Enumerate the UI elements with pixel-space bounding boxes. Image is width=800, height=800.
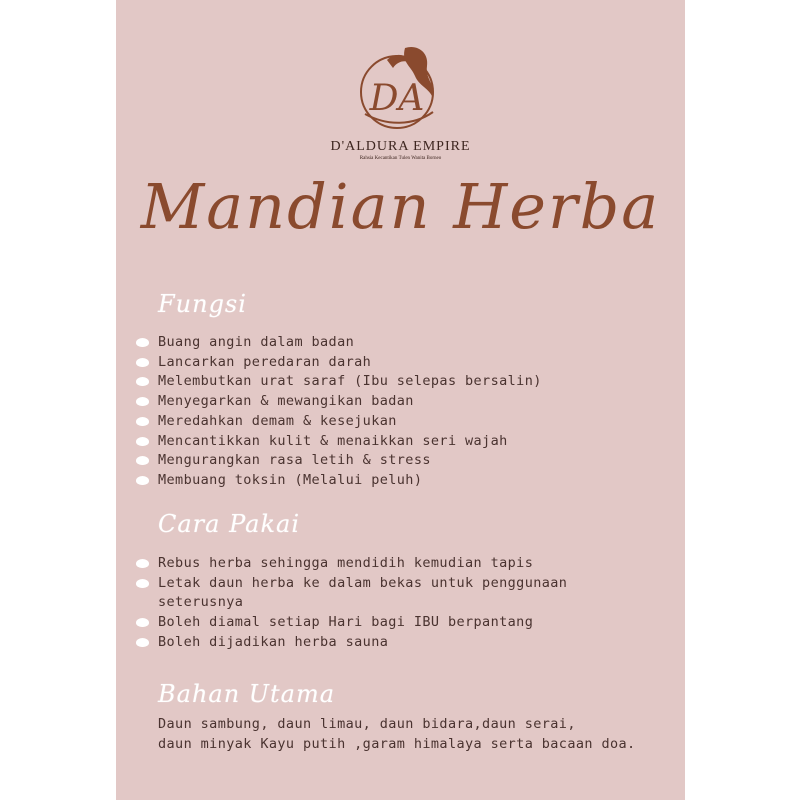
- list-item-text: Buang angin dalam badan: [158, 334, 355, 350]
- list-item-text: Menyegarkan & mewangikan badan: [158, 393, 414, 410]
- list-item: [132, 392, 672, 412]
- bullet-icon: [136, 417, 149, 426]
- section-heading-bahan-utama: Bahan Utama: [158, 680, 336, 708]
- fungsi-list: [132, 333, 672, 491]
- list-item-text: Boleh dijadikan herba sauna: [158, 633, 389, 650]
- poster-card: [116, 0, 685, 800]
- bullet-icon: [136, 579, 149, 588]
- list-item: [132, 353, 672, 373]
- bahan-utama-line-1: Daun sambung, daun limau, daun bidara,daun serai,: [158, 716, 576, 732]
- brand-tagline: Rahsia Kecantikan Tulen Wanita Borneo: [359, 156, 442, 161]
- list-item: [132, 451, 672, 471]
- list-item: [132, 613, 632, 633]
- list-item-text: Letak daun herba ke dalam bekas untuk penggunaan seterusnya: [158, 574, 568, 611]
- brand-logo: [357, 40, 443, 134]
- list-item-text: Lancarkan peredaran darah: [158, 353, 372, 370]
- bullet-icon: [136, 618, 149, 627]
- bullet-icon: [136, 559, 149, 568]
- bahan-utama-text: [158, 714, 678, 754]
- bahan-utama-line-2: daun minyak Kayu putih ,garam himalaya serta bacaan doa.: [158, 736, 636, 752]
- bullet-icon: [136, 358, 149, 367]
- list-item: [132, 471, 672, 491]
- list-item-text: Meredahkan demam & kesejukan: [158, 412, 397, 429]
- list-item: [132, 372, 672, 392]
- list-item-text: Mengurangkan rasa letih & stress: [158, 452, 431, 469]
- list-item: [132, 333, 672, 353]
- cara-pakai-list: [132, 554, 632, 653]
- list-item-text: Mencantikkan kulit & menaikkan seri wajah: [158, 432, 508, 449]
- bullet-icon: [136, 397, 149, 406]
- list-item: [132, 554, 632, 574]
- page-title: Mandian Herba: [140, 170, 661, 243]
- list-item: [132, 412, 672, 432]
- bullet-icon: [136, 377, 149, 386]
- list-item-text: Boleh diamal setiap Hari bagi IBU berpantang: [158, 614, 534, 631]
- list-item: [132, 432, 672, 452]
- list-item: [132, 633, 632, 653]
- brand-name: D'ALDURA EMPIRE: [330, 139, 471, 154]
- logo-monogram: DA: [369, 78, 425, 119]
- list-item-text: Rebus herba sehingga mendidih kemudian tapis: [158, 555, 534, 571]
- bullet-icon: [136, 437, 149, 446]
- list-item: [132, 574, 632, 613]
- bullet-icon: [136, 456, 149, 465]
- list-item-text: Melembutkan urat saraf (Ibu selepas bersalin): [158, 373, 542, 390]
- bullet-icon: [136, 638, 149, 647]
- bullet-icon: [136, 338, 149, 347]
- bullet-icon: [136, 476, 149, 485]
- section-heading-cara-pakai: Cara Pakai: [158, 510, 300, 538]
- list-item-text: Membuang toksin (Melalui peluh): [158, 471, 423, 488]
- section-heading-fungsi: Fungsi: [158, 290, 247, 318]
